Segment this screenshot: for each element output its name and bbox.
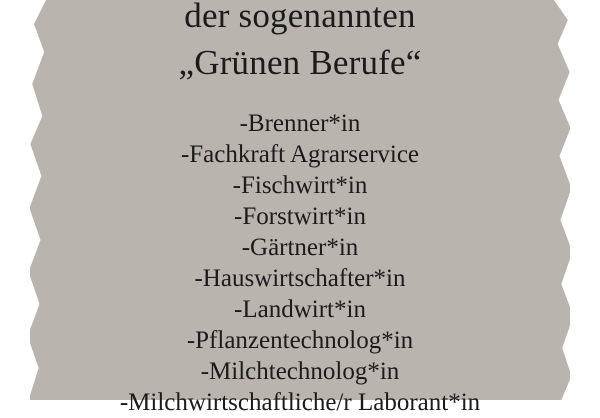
- headline-line-2: „Grünen Berufe“: [178, 43, 422, 82]
- list-item: -Forstwirt*in: [234, 203, 366, 230]
- list-item: -Landwirt*in: [234, 296, 366, 323]
- list-item: -Milchwirtschaftliche/r Laborant*in: [119, 389, 481, 416]
- list-item: -Hauswirtschafter*in: [194, 265, 406, 292]
- list-item: -Pflanzentechnolog*in: [186, 327, 414, 354]
- poster-headline: [46, 0, 554, 84]
- poster-content: [46, 0, 554, 416]
- list-item: -Brenner*in: [239, 110, 361, 137]
- headline-line-1: der sogenannten: [184, 0, 416, 35]
- professions-list: [46, 108, 554, 418]
- list-item: -Milchtechnolog*in: [200, 358, 400, 385]
- list-item: -Gärtner*in: [241, 234, 359, 261]
- list-item: -Fachkraft Agrarservice: [180, 141, 420, 168]
- list-item: -Fischwirt*in: [232, 172, 368, 199]
